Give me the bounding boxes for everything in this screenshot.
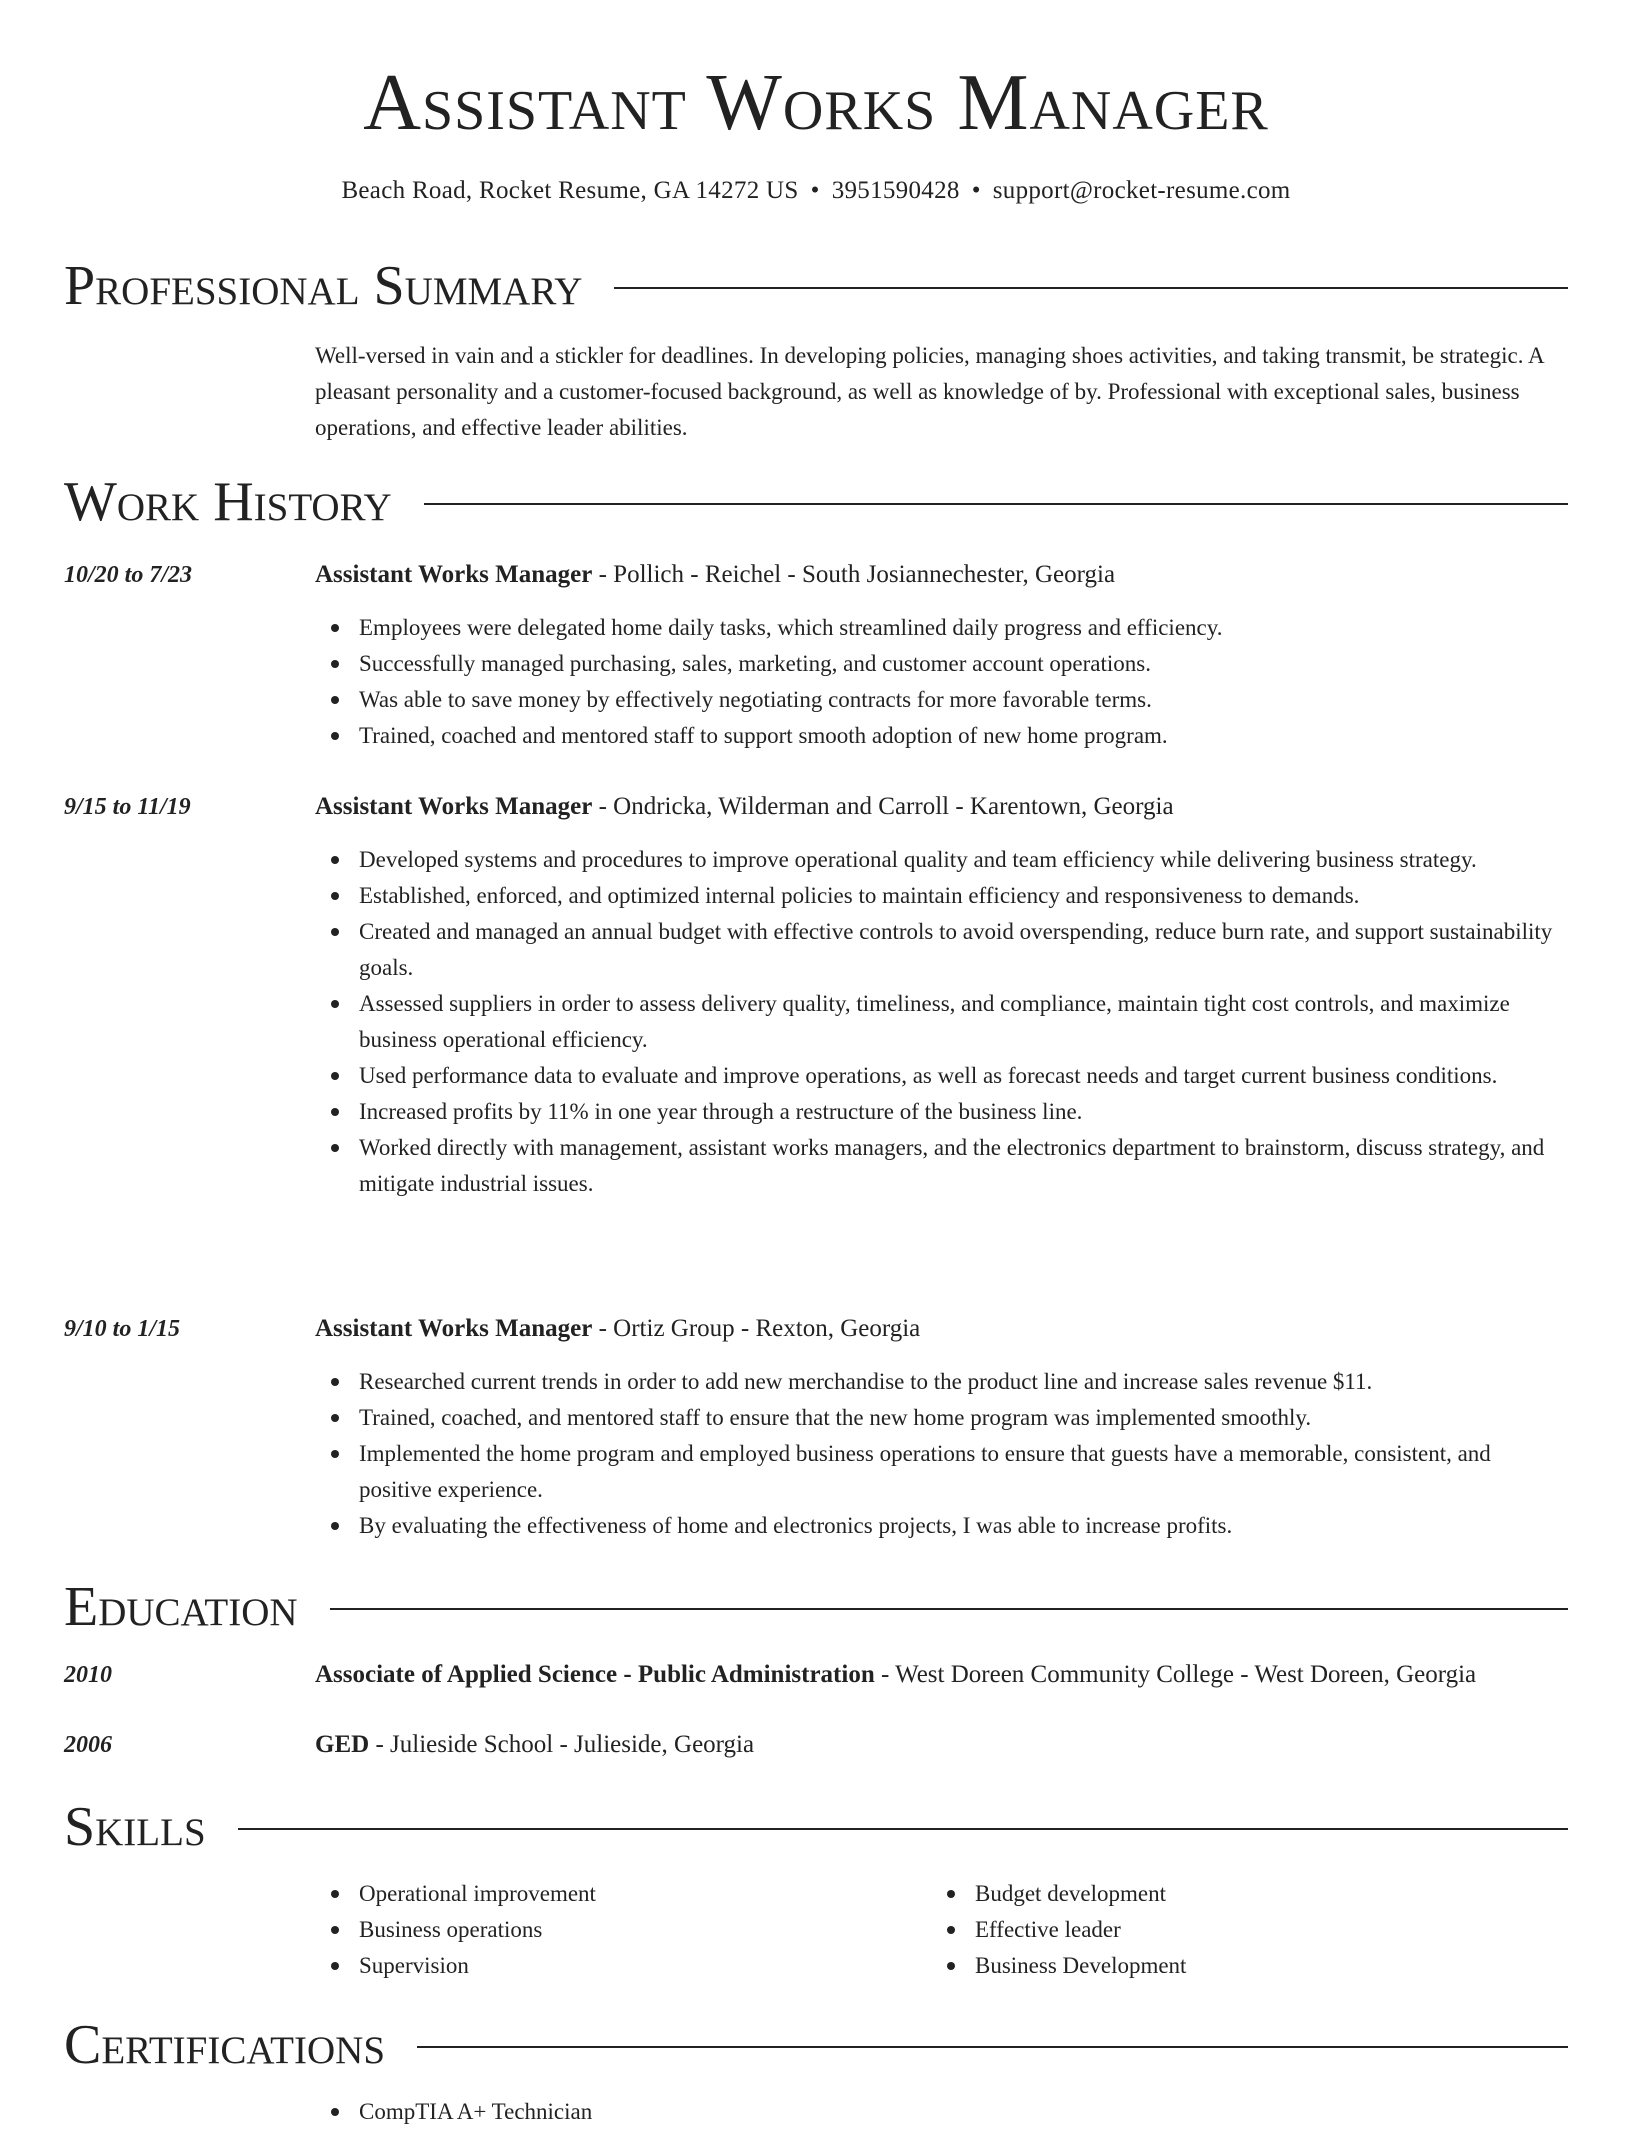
certifications-list (315, 2094, 1555, 2130)
list-item: Developed systems and procedures to improve operational quality and team efficiency while delivering business strategy. (359, 842, 1555, 878)
section-work-history (64, 470, 1568, 534)
list-item: Employees were delegated home daily tasks, which streamlined daily progress and efficiency. (359, 610, 1555, 646)
contact-email: support@rocket-resume.com (992, 177, 1291, 204)
list-item: By evaluating the effectiveness of home and electronics projects, I was able to increase profits. (359, 1508, 1555, 1544)
list-item: Successfully managed purchasing, sales, marketing, and customer account operations. (359, 646, 1555, 682)
list-item: Assessed suppliers in order to assess delivery quality, timeliness, and compliance, maintain tight cost controls, and maximize business operational efficiency. (359, 986, 1555, 1058)
section-divider (417, 2046, 1568, 2048)
job-title: Assistant Works Manager (315, 561, 593, 588)
job-bullets (315, 610, 1555, 754)
education-school: - West Doreen Community College - West Doreen, Georgia (874, 1661, 1477, 1688)
education-year: 2006 (64, 1732, 112, 1758)
list-item: Was able to save money by effectively negotiating contracts for more favorable terms. (359, 682, 1555, 718)
list-item: Business Development (975, 1948, 1632, 1984)
list-item: Business operations (359, 1912, 1555, 1948)
list-item: Researched current trends in order to add new merchandise to the product line and increase sales revenue $11. (359, 1364, 1555, 1400)
contact-address: Beach Road, Rocket Resume, GA 14272 US (341, 177, 799, 204)
list-item: Created and managed an annual budget with effective controls to avoid overspending, reduce burn rate, and support sustainability goals. (359, 914, 1555, 986)
education-year: 2010 (64, 1662, 112, 1688)
job-employer: - Ortiz Group - Rexton, Georgia (592, 1315, 921, 1342)
job-heading (315, 1312, 1575, 1346)
contact-separator: • (810, 177, 820, 204)
job-heading (315, 790, 1575, 824)
list-item: Operational improvement (359, 1876, 1555, 1912)
list-item: Budget development (975, 1876, 1632, 1912)
education-entry (315, 1728, 1575, 1762)
education-degree: Associate of Applied Science - Public Administration (315, 1661, 875, 1688)
section-divider (424, 503, 1568, 505)
section-skills (64, 1795, 1568, 1859)
skills-list-right (931, 1876, 1632, 1984)
resume-name: Assistant Works Manager (363, 59, 1269, 147)
contact-separator: • (971, 177, 981, 204)
job-title: Assistant Works Manager (315, 1315, 593, 1342)
section-title-work: Work History (64, 471, 392, 533)
job-title: Assistant Works Manager (315, 793, 593, 820)
contact-line (0, 174, 1632, 208)
list-item: Increased profits by 11% in one year through a restructure of the business line. (359, 1094, 1555, 1130)
list-item: Implemented the home program and employed business operations to ensure that guests have a memorable, consistent, and positive experience. (359, 1436, 1555, 1508)
list-item: Trained, coached, and mentored staff to ensure that the new home program was implemented smoothly. (359, 1400, 1555, 1436)
list-item: Effective leader (975, 1912, 1632, 1948)
job-dates: 9/15 to 11/19 (64, 794, 191, 820)
section-divider (238, 1828, 1568, 1830)
education-school: - Julieside School - Julieside, Georgia (369, 1731, 755, 1758)
list-item: Trained, coached and mentored staff to support smooth adoption of new home program. (359, 718, 1555, 754)
job-employer: - Ondricka, Wilderman and Carroll - Karentown, Georgia (592, 793, 1174, 820)
section-title-summary: Professional Summary (64, 255, 583, 317)
section-title-education: Education (64, 1576, 298, 1638)
list-item: Supervision (359, 1948, 1555, 1984)
list-item: Established, enforced, and optimized internal policies to maintain efficiency and responsiveness to demands. (359, 878, 1555, 914)
education-degree: GED (315, 1731, 370, 1758)
section-divider (330, 1608, 1568, 1610)
section-divider (614, 287, 1568, 289)
section-summary (64, 254, 1568, 318)
list-item: Worked directly with management, assistant works managers, and the electronics department to brainstorm, discuss strategy, and mitigate industrial issues. (359, 1130, 1555, 1202)
section-title-skills: Skills (64, 1796, 206, 1858)
job-dates: 9/10 to 1/15 (64, 1316, 181, 1342)
contact-phone: 3951590428 (831, 177, 960, 204)
list-item: Used performance data to evaluate and improve operations, as well as forecast needs and target current business conditions. (359, 1058, 1555, 1094)
job-bullets (315, 1364, 1555, 1544)
section-certifications (64, 2013, 1568, 2077)
list-item: CompTIA A+ Technician (359, 2094, 1555, 2130)
job-dates: 10/20 to 7/23 (64, 562, 193, 588)
education-entry (315, 1658, 1575, 1692)
section-education (64, 1575, 1568, 1639)
summary-text: Well-versed in vain and a stickler for deadlines. In developing policies, managing shoes activities, and taking transmit, be strategic. A pleasant personality and a customer-focused background, as well as knowledge of by. Professional with exceptional sales, business operations, and effective leader abilities. (315, 343, 1544, 440)
job-heading (315, 558, 1575, 592)
section-title-certifications: Certifications (64, 2014, 386, 2076)
job-bullets (315, 842, 1555, 1202)
job-employer: - Pollich - Reichel - South Josiannechester, Georgia (592, 561, 1116, 588)
